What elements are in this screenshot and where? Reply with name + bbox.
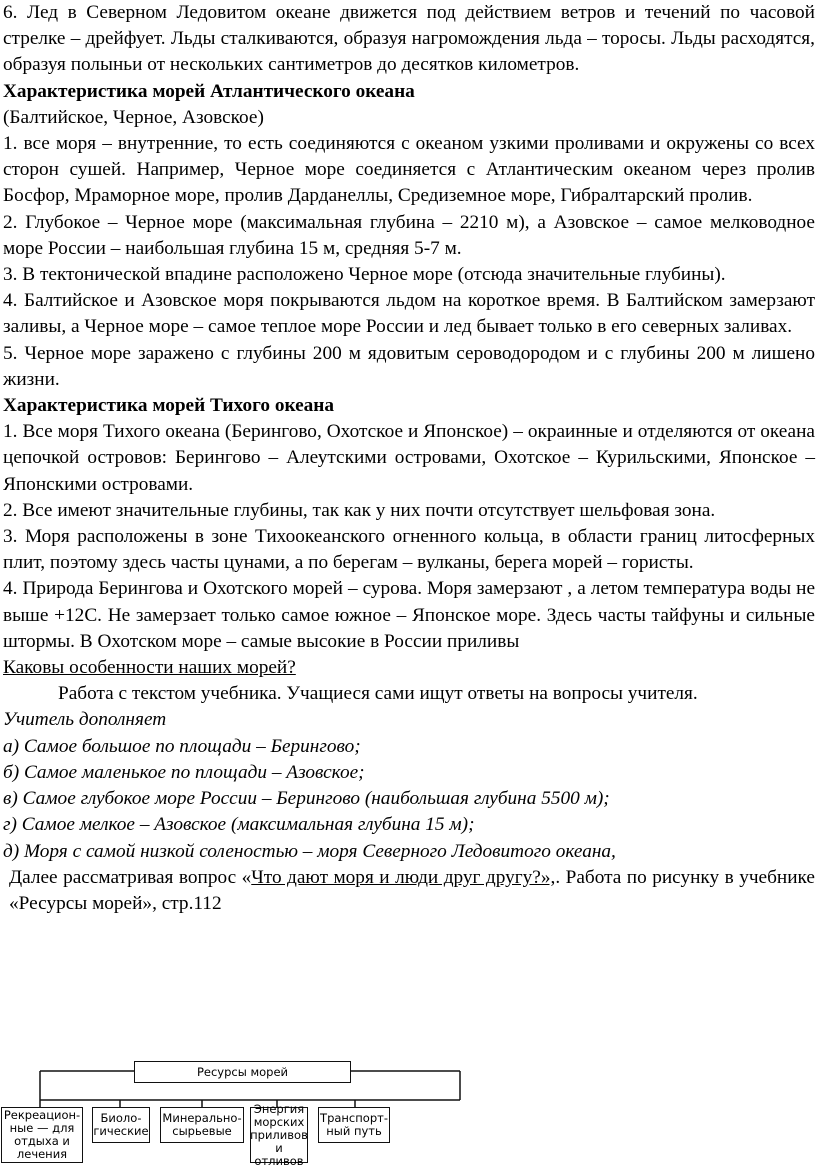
paragraph-ice-drift: 6. Лед в Северном Ледовитом океане движется под действием ветров и течений по часовой стрелке – дрейфует. Льды сталкиваются, образуя нагромождения льда – торосы. Льды расходятся, образуя полыньи от нескольких сантиметров до десятков километров.	[3, 2, 815, 76]
answer-d: г) Самое мелкое – Азовское (максимальная глубина 15 м);	[3, 814, 475, 836]
transport-route-box: Транспорт- ный путь	[318, 1107, 390, 1143]
atlantic-point-3: 3. В тектонической впадине расположено Черное море (отсюда значительные глубины).	[3, 264, 726, 286]
next-question-paragraph	[3, 865, 815, 917]
pacific-point-1: 1. Все моря Тихого океана (Берингово, Охотское и Японское) – окраинные и отделяются от океана цепочкой островов: Берингово – Алеутскими островами, Охотское – Курильскими, Японское – Японскими островами.	[3, 421, 815, 495]
document-page	[3, 0, 815, 917]
atlantic-point-4: 4. Балтийское и Азовское моря покрываются льдом на короткое время. В Балтийском замерзают заливы, а Черное море – самое теплое море России и лед бывает только в его северных заливах.	[3, 290, 815, 338]
pacific-point-4: 4. Природа Берингова и Охотского морей – сурова. Моря замерзают , а летом температура воды не выше +12С. Не замерзает только самое южное – Японское море. Здесь часты тайфуны и сильные штормы. В Охотском море – самые высокие в России приливы	[3, 578, 815, 652]
biological-resources-box: Биоло- гические	[92, 1107, 150, 1143]
sea-resources-diagram	[0, 1060, 816, 1168]
teacher-adds-label: Учитель дополняет	[3, 709, 167, 731]
pacific-point-3: 3. Моря расположены в зоне Тихоокеанского огненного кольца, в области границ литосферных плит, поэтому здесь часты цунами, а по берегам – вулканы, берега морей – гористы.	[3, 526, 815, 574]
pacific-point-2: 2. Все имеют значительные глубины, так как у них почти отсутствует шельфовая зона.	[3, 499, 716, 521]
recreational-resources-box: Рекреацион- ные — для отдыха и лечения	[1, 1107, 83, 1163]
heading-pacific-seas: Характеристика морей Тихого океана	[3, 395, 335, 417]
answer-e: д) Моря с самой низкой соленостью – моря Северного Ледовитого океана,	[3, 840, 616, 862]
next-prefix: Далее рассматривая вопрос «	[9, 866, 252, 888]
atlantic-seas-list: (Балтийское, Черное, Азовское)	[3, 106, 264, 128]
next-suffix: . Работа по рисунку в учебнике «Ресурсы морей», стр.112	[9, 866, 815, 914]
textbook-work-note: Работа с текстом учебника. Учащиеся сами ищут ответы на вопросы учителя.	[58, 683, 698, 705]
atlantic-point-5: 5. Черное море заражено с глубины 200 м ядовитым сероводородом и с глубины 200 м лишено жизни.	[3, 342, 815, 390]
next-question-link-text: Что дают моря и люди друг другу?»,	[251, 866, 556, 888]
answer-c: в) Самое глубокое море России – Берингово (наибольшая глубина 5500 м);	[3, 788, 610, 810]
answer-b: б) Самое маленькое по площади – Азовское;	[3, 761, 365, 783]
question-sea-features: Каковы особенности наших морей?	[3, 657, 296, 679]
heading-atlantic-seas: Характеристика морей Атлантического океана	[3, 80, 415, 102]
atlantic-point-1: 1. все моря – внутренние, то есть соединяются с океаном узкими проливами и окружены со всех сторон сушей. Например, Черное море соединяется с Атлантическим океаном через пролив Босфор, Мраморное море, пролив Дарданеллы, Средиземное море, Гибралтарский пролив.	[3, 133, 815, 207]
atlantic-point-2: 2. Глубокое – Черное море (максимальная глубина – 2210 м), а Азовское – самое мелководное море России – наибольшая глубина 15 м, средняя 5-7 м.	[3, 211, 815, 259]
resources-root-box: Ресурсы морей	[134, 1061, 351, 1083]
tidal-energy-box: Энергия морских приливов и отливов	[250, 1101, 308, 1168]
answer-a: а) Самое большое по площади – Берингово;	[3, 735, 361, 757]
mineral-resources-box: Минерально- сырьевые	[160, 1107, 244, 1143]
